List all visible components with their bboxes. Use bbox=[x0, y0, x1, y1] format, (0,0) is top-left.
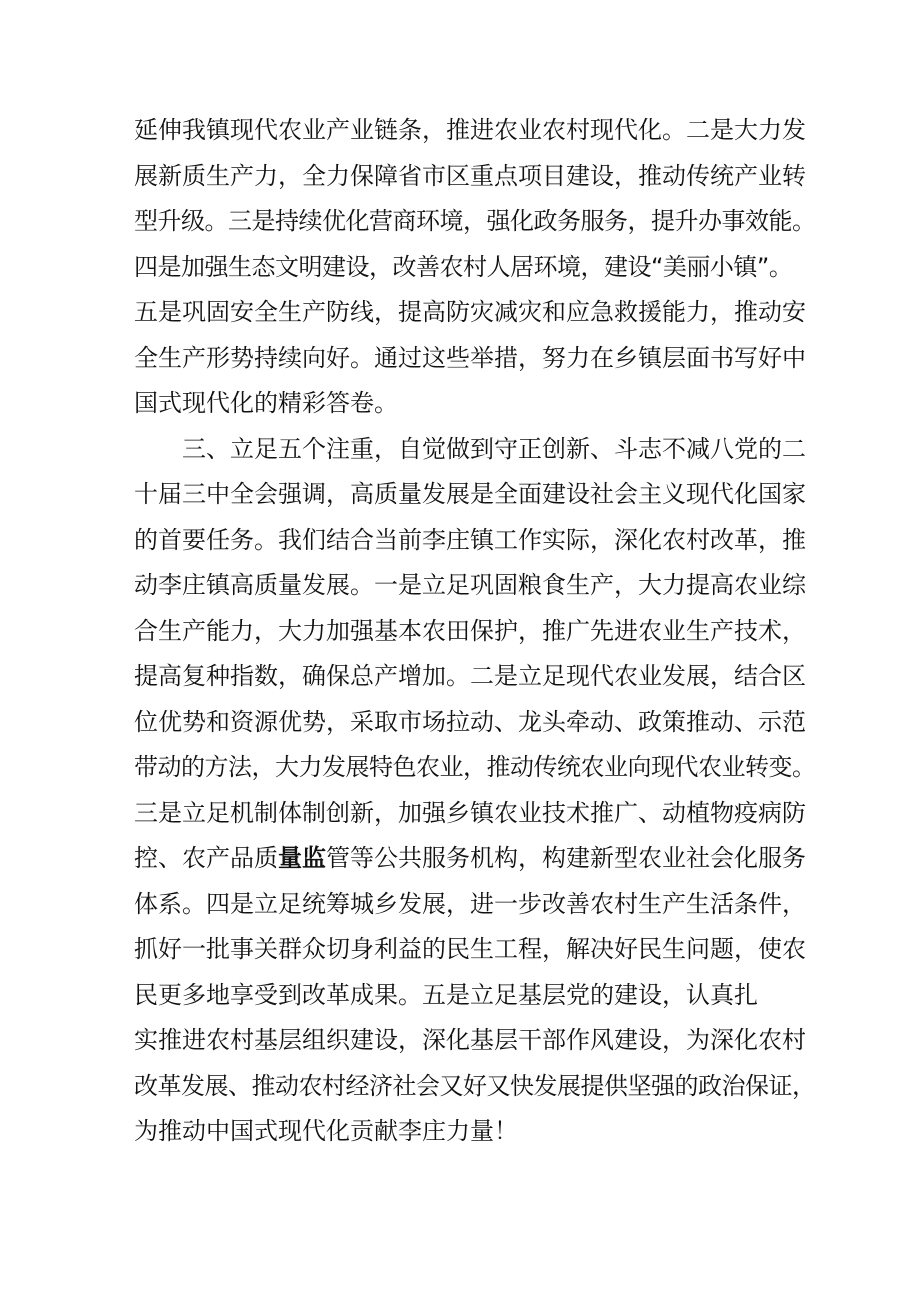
text-line-1: 延伸我镇现代农业产业链条，推进农业农村现代化。二是大力发 bbox=[134, 116, 806, 144]
text-line-17 bbox=[134, 836, 814, 882]
text-line-18: 体系。四是立足统筹城乡发展，进一步改善农村生产生活条件， bbox=[134, 889, 806, 918]
bold-text-fragment: 量监 bbox=[278, 844, 326, 872]
text-line-12: 合生产能力，大力加强基本农田保护，推广先进农业生产技术， bbox=[134, 616, 806, 645]
text-line-14: 位优势和资源优势，采取市场拉动、龙头牵动、政策推动、示范 bbox=[134, 707, 806, 736]
text-line-21: 实推进农村基层组织建设，深化基层干部作风建设，为深化农村 bbox=[134, 1026, 806, 1054]
text-line-4: 四是加强生态文明建设，改善农村人居环境，建设“美丽小镇”。 bbox=[134, 252, 793, 281]
text-line-22: 改革发展、推动农村经济社会又好又快发展提供坚强的政治保证， bbox=[134, 1071, 816, 1100]
text-line-6: 全生产形势持续向好。通过这些举措，努力在乡镇层面书写好中 bbox=[134, 343, 806, 372]
text-line-17-before: 控、农产品质 bbox=[134, 844, 278, 872]
text-line-11: 动李庄镇高质量发展。一是立足巩固粮食生产，大力提高农业综 bbox=[134, 571, 806, 599]
text-line-23: 为推动中国式现代化贡献李庄力量！ bbox=[134, 1117, 518, 1145]
text-line-2: 展新质生产力，全力保障省市区重点项目建设，推动传统产业转 bbox=[134, 161, 806, 190]
text-line-7: 国式现代化的精彩答卷。 bbox=[134, 389, 398, 417]
text-line-10: 的首要任务。我们结合当前李庄镇工作实际，深化农村改革，推 bbox=[134, 525, 806, 554]
document-body bbox=[134, 108, 814, 1155]
section-three-heading-line: 三、立足五个注重，自觉做到守正创新、斗志不减八党的二 bbox=[182, 434, 806, 463]
text-line-19: 抓好一批事关群众切身利益的民生工程，解决好民生问题，使农 bbox=[134, 935, 806, 963]
text-line-9: 十届三中全会强调，高质量发展是全面建设社会主义现代化国家 bbox=[134, 480, 806, 508]
text-line-13: 提高复种指数，确保总产增加。二是立足现代农业发展，结合区 bbox=[134, 662, 806, 690]
text-line-15: 带动的方法，大力发展特色农业，推动传统农业向现代农业转变。 bbox=[134, 753, 816, 781]
text-line-5: 五是巩固安全生产防线，提高防灾减灾和应急救援能力，推动安 bbox=[134, 298, 806, 326]
text-line-16: 三是立足机制体制创新，加强乡镇农业技术推广、动植物疫病防 bbox=[134, 798, 806, 827]
text-line-20: 民更多地享受到改革成果。五是立足基层党的建设，认真扎 bbox=[134, 980, 758, 1009]
text-line-3: 型升级。三是持续优化营商环境，强化政务服务，提升办事效能。 bbox=[134, 207, 816, 235]
text-line-17-after: 管等公共服务机构，构建新型农业社会化服务 bbox=[326, 844, 806, 872]
